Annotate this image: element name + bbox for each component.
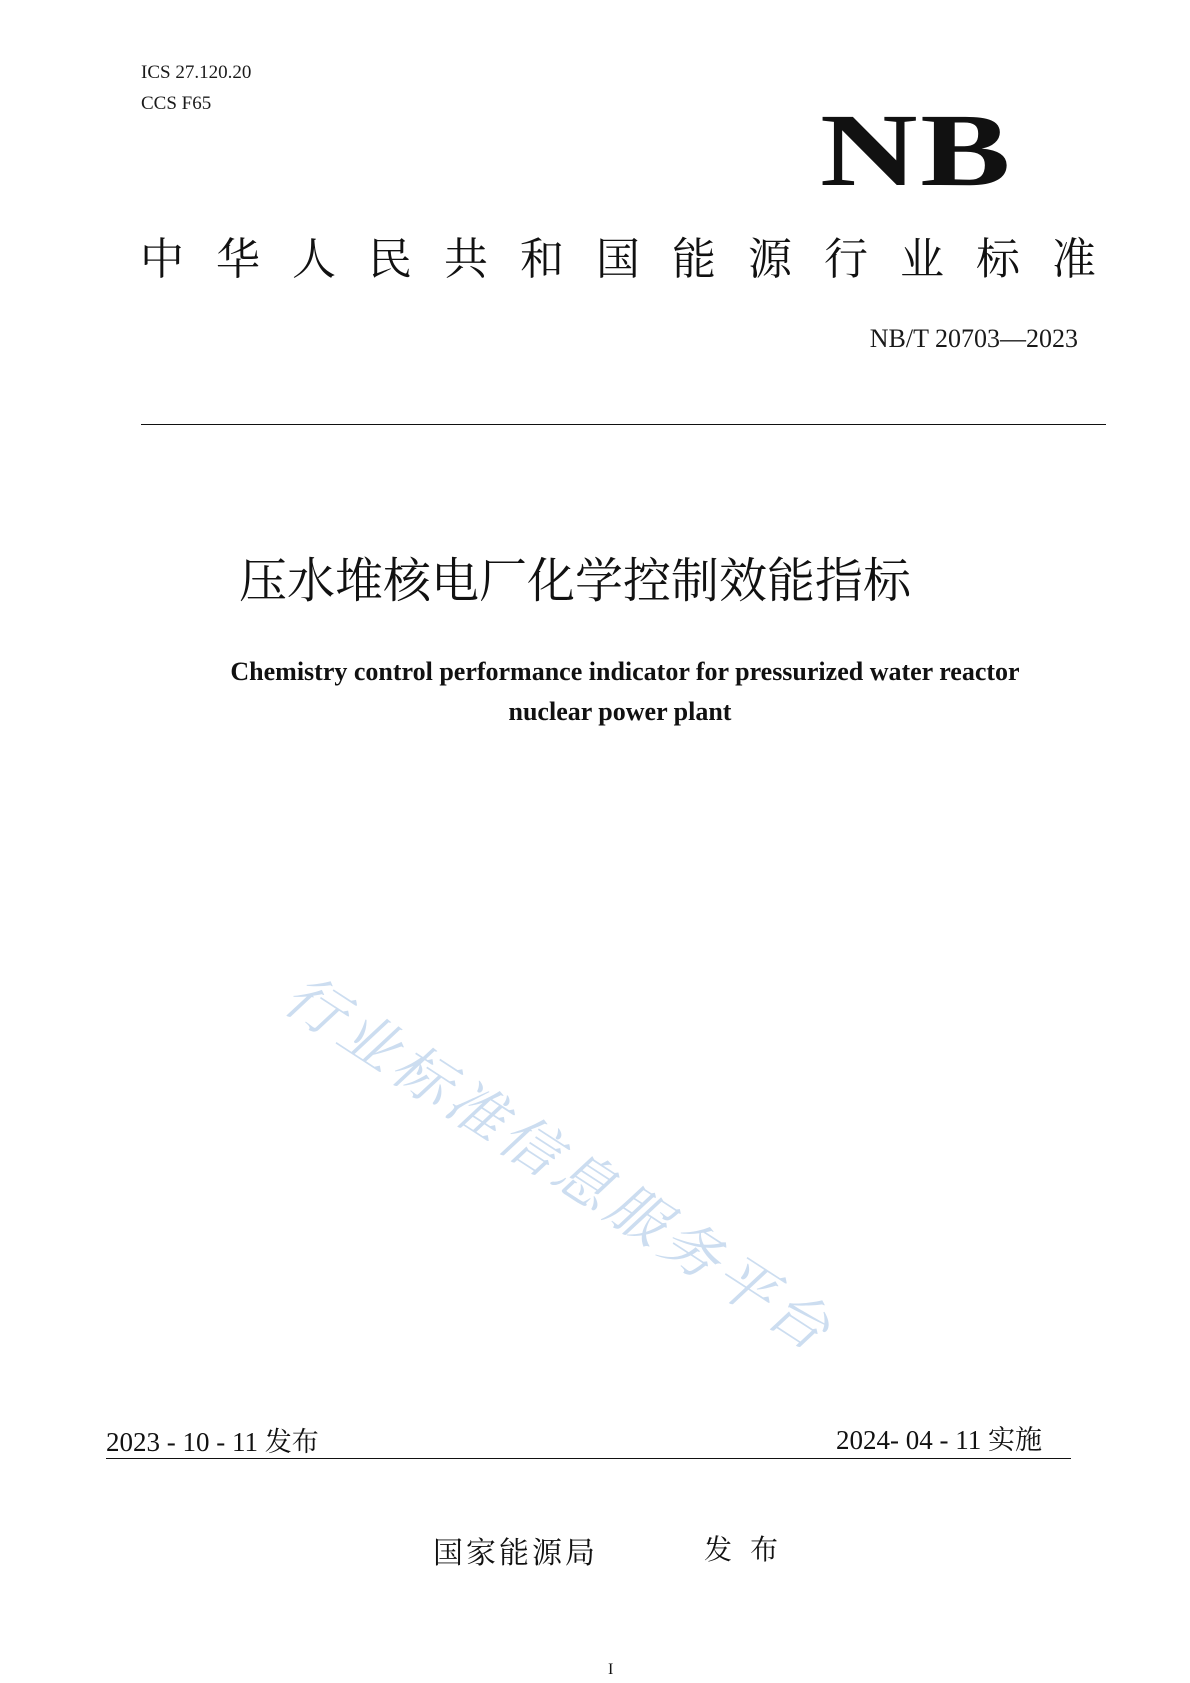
document-title-chinese: 压水堆核电厂化学控制效能指标: [238, 553, 911, 609]
page-number: I: [608, 1661, 614, 1678]
document-title-english-line2: nuclear power plant: [508, 697, 732, 726]
watermark: 行业标准信息服务平台: [272, 960, 847, 1367]
effective-date: 2024- 04 - 11 实施: [836, 1425, 1042, 1455]
date-divider: [106, 1458, 1071, 1459]
publish-date: 2023 - 10 - 11 发布: [106, 1427, 319, 1457]
ccs-code: CCS F65: [141, 93, 212, 114]
standard-number: NB/T 20703—2023: [869, 324, 1078, 353]
issuing-authority: 国家能源局: [433, 1536, 598, 1571]
issue-label: 发布: [704, 1533, 797, 1566]
document-title-english-line1: Chemistry control performance indicator for pressurized water reactor: [230, 657, 1020, 686]
industry-standard-title: 中华人民共和国能源行业标准: [140, 234, 1128, 285]
header-divider: [141, 424, 1106, 425]
nb-logo: NB: [820, 93, 1014, 208]
ics-code: ICS 27.120.20: [141, 62, 252, 83]
